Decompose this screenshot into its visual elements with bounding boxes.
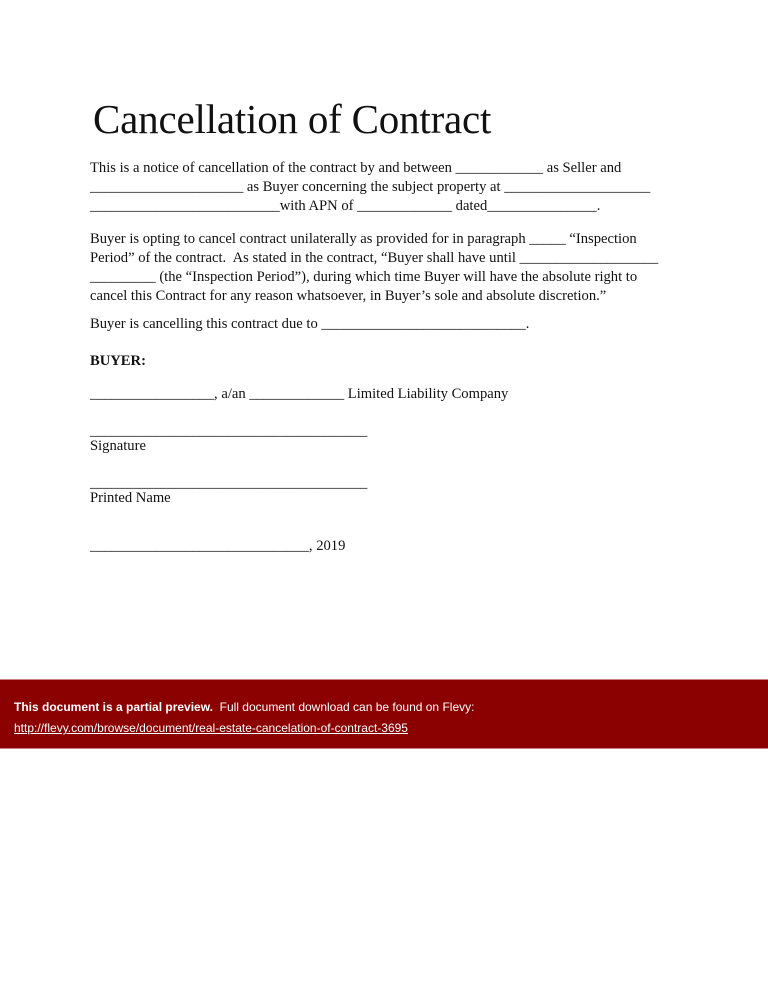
inspection-paragraph bbox=[90, 230, 658, 306]
printed-name-rule: ______________________________________ bbox=[90, 475, 368, 491]
reason-paragraph: Buyer is cancelling this contract due to ____________________________. bbox=[90, 316, 530, 332]
flevy-document-link[interactable]: http://flevy.com/browse/document/real-estate-cancelation-of-contract-3695 bbox=[14, 721, 408, 735]
preview-banner bbox=[0, 679, 768, 749]
preview-notice-text: Full document download can be found on Flevy: bbox=[212, 700, 475, 714]
inspection-line-3: _________ (the “Inspection Period”), during which time Buyer will have the absolute right to bbox=[90, 269, 638, 285]
signature-rule: ______________________________________ bbox=[90, 423, 368, 439]
preview-notice-bold: This document is a partial preview. bbox=[14, 700, 213, 714]
document-title: Cancellation of Contract bbox=[93, 96, 492, 142]
inspection-line-1: Buyer is opting to cancel contract unilaterally as provided for in paragraph _____ “Inspection bbox=[90, 231, 637, 247]
notice-line-3: __________________________with APN of _____________ dated_______________. bbox=[90, 198, 601, 214]
notice-line-2: _____________________ as Buyer concerning the subject property at ____________________ bbox=[90, 179, 651, 195]
notice-line-1: This is a notice of cancellation of the contract by and between ____________ as Seller and bbox=[90, 160, 622, 176]
buyer-heading: BUYER: bbox=[90, 353, 146, 369]
printed-name-label: Printed Name bbox=[90, 490, 171, 506]
signature-label: Signature bbox=[90, 438, 146, 454]
date-line: ______________________________, 2019 bbox=[90, 538, 346, 554]
notice-paragraph bbox=[90, 159, 650, 216]
preview-notice bbox=[14, 700, 474, 714]
inspection-line-2: Period” of the contract. As stated in the contract, “Buyer shall have until ___________________ bbox=[90, 250, 659, 266]
llc-line: _________________, a/an _____________ Limited Liability Company bbox=[90, 386, 509, 402]
inspection-line-4: cancel this Contract for any reason whatsoever, in Buyer’s sole and absolute discretion.” bbox=[90, 288, 607, 304]
